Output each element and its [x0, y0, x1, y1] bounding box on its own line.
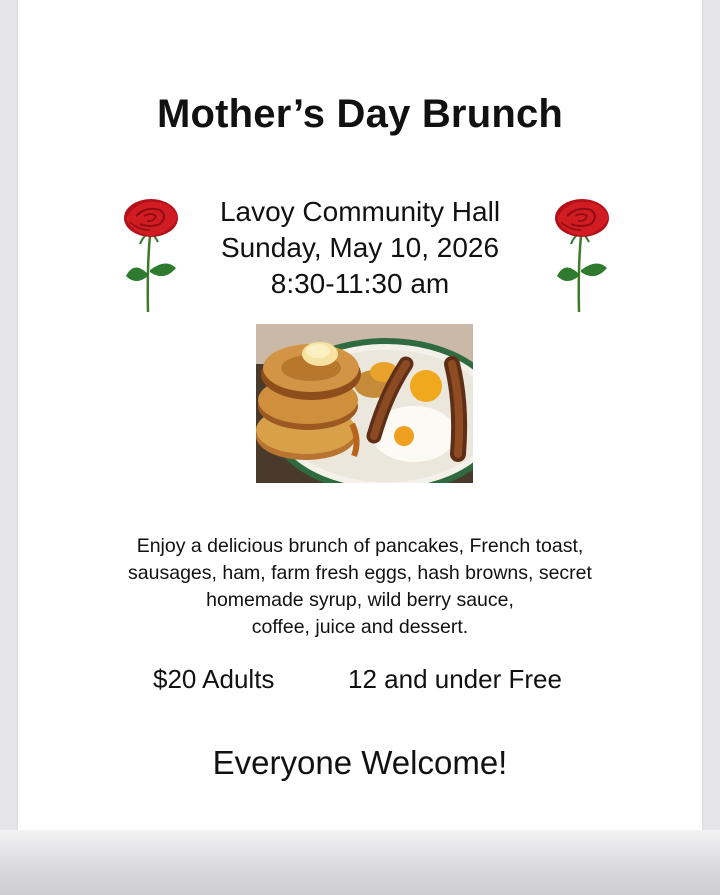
date-text: Sunday, May 10, 2026 [220, 232, 500, 263]
page-bottom-edge [0, 830, 720, 895]
description-line: Enjoy a delicious brunch of pancakes, French toast, [136, 535, 584, 557]
brunch-plate-photo [256, 324, 473, 483]
welcome-text: Everyone Welcome! [212, 744, 508, 781]
rose-icon [551, 196, 613, 314]
flyer-title: Mother’s Day Brunch [156, 92, 564, 136]
description-line: homemade syrup, wild berry sauce, [206, 589, 514, 611]
description-line: sausages, ham, farm fresh eggs, hash browns, secret [128, 562, 592, 584]
child-price: 12 and under Free [348, 664, 562, 694]
venue-text: Lavoy Community Hall [219, 196, 501, 227]
description-line: coffee, juice and dessert. [251, 616, 469, 638]
adult-price: $20 Adults [153, 664, 275, 694]
time-text: 8:30-11:30 am [270, 268, 450, 299]
rose-icon [120, 196, 182, 314]
